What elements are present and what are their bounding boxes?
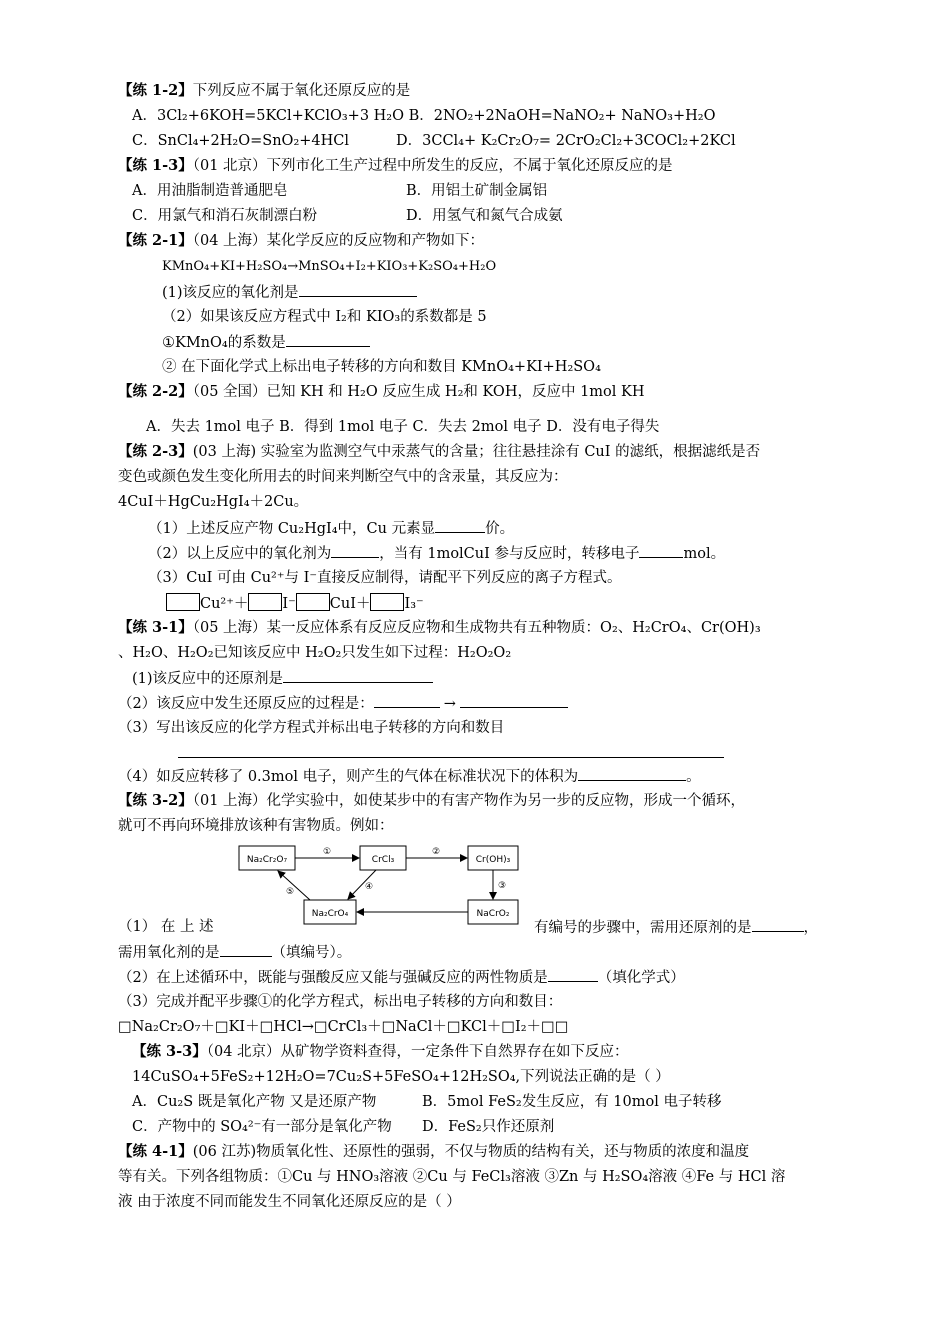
ex32-line2: 就可不再向环境排放该种有害物质。例如： <box>118 818 394 834</box>
ex21-q2a-text: ①KMnO₄的系数是 <box>162 335 286 351</box>
ex13-option-b: B．用铝土矿制金属铝 <box>406 183 548 199</box>
coefficient-box[interactable] <box>296 593 330 611</box>
ex32-q3: （3）完成并配平步骤①的化学方程式，标出电子转移的方向和数目： <box>118 994 563 1010</box>
ex13-title: 【练 1-3】（01 北京）下列市化工生产过程中所发生的反应，不属于氧化还原反应的是 <box>118 157 673 174</box>
coefficient-box[interactable] <box>248 593 282 611</box>
ex33-option-b: B．5mol FeS₂发生反应，有 10mol 电子转移 <box>422 1094 722 1110</box>
ex12-option-d: D．3CCl₄+ K₂Cr₂O₇= 2CrO₂Cl₂+3COCl₂+2KCl <box>396 133 736 149</box>
node-na2cro4-label: Na₂CrO₄ <box>311 909 349 919</box>
node-nacro2 <box>468 900 518 924</box>
ex21-title: 【练 2-1】（04 上海）某化学反应的反应物和产物如下： <box>118 232 485 249</box>
ex23-q2-blank2[interactable] <box>639 543 683 558</box>
ex23-q2 <box>148 543 725 564</box>
node-crcl3-label: CrCl₃ <box>371 855 395 865</box>
ex32-q2-suffix: （填化学式） <box>597 970 685 986</box>
step-2-label: ② <box>431 847 441 857</box>
ex33-option-a: A．Cu₂S 既是氧化产物 又是还原产物 <box>132 1094 377 1110</box>
ex32-equation: □Na₂Cr₂O₇＋□KI＋□HCl→□CrCl₃＋□NaCl＋□KCl＋□I₂＋□□ <box>118 1019 569 1035</box>
ex32-q2-text: （2）在上述循环中，既能与强酸反应又能与强碱反应的两性物质是 <box>118 970 548 986</box>
ex31-q4 <box>118 766 701 787</box>
node-crcl3 <box>360 846 406 870</box>
coefficient-box[interactable] <box>166 593 200 611</box>
ex32-q2-blank[interactable] <box>548 967 598 982</box>
ex31-q2-blank2[interactable] <box>460 693 568 708</box>
node-na2cr2o7 <box>239 846 295 870</box>
step-4-label: ④ <box>364 882 374 892</box>
node-na2cro4 <box>304 900 356 924</box>
ex23-q1-text: （1）上述反应产物 Cu₂HgI₄中，Cu 元素显 <box>148 521 436 537</box>
ex21-q1-text: (1)该反应的氧化剂是 <box>162 285 299 301</box>
ex23-term3: CuI＋ <box>329 596 371 612</box>
ex12-title: 【练 1-2】下列反应不属于氧化还原反应的是 <box>118 82 411 99</box>
ex12-option-c: C．SnCl₄+2H₂O=SnO₂+4HCl <box>132 133 350 149</box>
ex22-options: A．失去 1mol 电子 B．得到 1mol 电子 C．失去 2mol 电子 D．没有电子得失 <box>146 419 660 435</box>
ex32-q1-blank2[interactable] <box>220 942 272 957</box>
ex23-q1-blank[interactable] <box>435 518 485 533</box>
step-5-label: ⑤ <box>285 887 295 897</box>
ex32-q1-start: （1） 在 上 述 <box>118 919 214 935</box>
ex23-ionic-equation <box>166 593 424 614</box>
ex21-q1-blank[interactable] <box>299 282 417 297</box>
ex23-line2: 变色或颜色发生变化所用去的时间来判断空气中的含汞量，其反应为： <box>118 469 568 485</box>
ex32-q1-comma: ， <box>803 920 818 936</box>
ex33-option-c: C．产物中的 SO₄²⁻有一部分是氧化产物 <box>132 1119 392 1135</box>
ex23-q1-suffix: 价。 <box>485 521 515 537</box>
ex23-q1 <box>148 518 514 539</box>
ex22-title: 【练 2-2】（05 全国）已知 KH 和 H₂O 反应生成 H₂和 KOH，反应中 1mol KH <box>118 383 645 400</box>
ex31-q4-text: （4）如反应转移了 0.3mol 电子，则产生的气体在标准状况下的体积为 <box>118 769 579 785</box>
ex31-q4-suffix: 。 <box>686 769 701 785</box>
ex31-q2-blank1[interactable] <box>374 693 440 708</box>
ex12-option-ab: A．3Cl₂+6KOH=5KCl+KClO₃+3 H₂O B．2NO₂+2NaOH=NaNO₂+ NaNO₃+H₂O <box>132 108 716 124</box>
ex32-q2 <box>118 967 685 988</box>
ex31-line2: 、H₂O、H₂O₂已知该反应中 H₂O₂只发生如下过程：H₂O₂O₂ <box>118 645 512 661</box>
ex21-q2a <box>162 332 370 353</box>
ex21-q1 <box>162 282 417 303</box>
ex31-q1-blank[interactable] <box>283 668 433 683</box>
node-nacro2-label: NaCrO₂ <box>476 909 510 919</box>
ex32-q1-cont <box>118 942 351 963</box>
ex23-term4: I₃⁻ <box>404 596 424 612</box>
ex21-q2b: ② 在下面化学式上标出电子转移的方向和数目 KMnO₄+KI+H₂SO₄ <box>162 359 601 375</box>
ex31-q2 <box>118 693 568 714</box>
ex32-q1 <box>534 917 818 938</box>
ex21-q2: （2）如果该反应方程式中 I₂和 KIO₃的系数都是 5 <box>162 309 487 325</box>
ex32-q1-suffix: （填编号）。 <box>271 945 352 961</box>
ex23-q2-mid: ，当有 1molCuI 参与反应时，转移电子 <box>379 546 640 562</box>
node-croh3-label: Cr(OH)₃ <box>475 855 511 865</box>
ex31-q2-arrow: → <box>443 696 456 712</box>
ex31-q1 <box>132 668 433 689</box>
ex23-equation: 4CuI＋HgCu₂HgI₄＋2Cu。 <box>118 494 309 510</box>
ex31-q1-text: (1)该反应中的还原剂是 <box>132 671 284 687</box>
ex32-title: 【练 3-2】（01 上海）化学实验中，如使某步中的有害产物作为另一步的反应物，形成一个循环， <box>118 792 746 809</box>
ex21-q2a-blank[interactable] <box>286 332 370 347</box>
ex23-q2-text: （2）以上反应中的氧化剂为 <box>148 546 332 562</box>
ex32-q1-text: 有编号的步骤中，需用还原剂的是 <box>534 920 752 936</box>
coefficient-box[interactable] <box>370 593 404 611</box>
ex23-q2-suffix: mol。 <box>683 546 726 562</box>
step-3-label: ③ <box>497 881 507 891</box>
ex32-q1-blank1[interactable] <box>752 917 804 932</box>
ex41-title: 【练 4-1】(06 江苏)物质氧化性、还原性的强弱，不仅与物质的结构有关，还与物质的浓度和温度 <box>118 1143 750 1160</box>
ex32-q1-text2: 需用氧化剂的是 <box>118 945 220 961</box>
ex33-option-d: D．FeS₂只作还原剂 <box>422 1119 555 1135</box>
ex23-term2: I⁻ <box>282 596 296 612</box>
ex13-option-a: A．用油脂制造普通肥皂 <box>132 183 288 199</box>
ex23-title: 【练 2-3】(03 上海) 实验室为监测空气中汞蒸气的含量；往往悬挂涂有 CuI 的滤纸，根据滤纸是否 <box>118 443 761 460</box>
ex21-equation: KMnO₄+KI+H₂SO₄→MnSO₄+I₂+KIO₃+K₂SO₄+H₂O <box>162 259 497 274</box>
ex23-q2-blank1[interactable] <box>331 543 379 558</box>
ex31-answer-line[interactable] <box>178 757 724 758</box>
ex23-term1: Cu²⁺＋ <box>200 596 249 612</box>
step-1-label: ① <box>322 847 332 857</box>
ex13-option-d: D．用氢气和氮气合成氨 <box>406 208 563 224</box>
node-croh3 <box>468 846 518 870</box>
ex31-q2-text: （2）该反应中发生还原反应的过程是： <box>118 696 374 712</box>
ex23-q3: （3）CuI 可由 Cu²⁺与 I⁻直接反应制得，请配平下列反应的离子方程式。 <box>148 570 622 586</box>
node-na2cr2o7-label: Na₂Cr₂O₇ <box>246 855 288 865</box>
ex41-line2: 等有关。下列各组物质：①Cu 与 HNO₃溶液 ②Cu 与 FeCl₃溶液 ③Zn 与 H₂SO₄溶液 ④Fe 与 HCl 溶 <box>118 1169 786 1185</box>
chromium-cycle-diagram <box>236 836 522 928</box>
ex33-title: 【练 3-3】（04 北京）从矿物学资料查得，一定条件下自然界存在如下反应： <box>132 1043 629 1060</box>
ex33-equation: 14CuSO₄+5FeS₂+12H₂O=7Cu₂S+5FeSO₄+12H₂SO₄,下列说法正确的是（ ） <box>132 1069 670 1085</box>
ex41-line3: 液 由于浓度不同而能发生不同氧化还原反应的是（ ） <box>118 1194 461 1210</box>
ex31-q4-blank[interactable] <box>578 766 686 781</box>
ex31-title: 【练 3-1】（05 上海）某一反应体系有反应反应物和生成物共有五种物质：O₂、H₂CrO₄、Cr(OH)₃ <box>118 619 761 636</box>
ex13-option-c: C．用氯气和消石灰制漂白粉 <box>132 208 318 224</box>
ex31-q3: （3）写出该反应的化学方程式并标出电子转移的方向和数目 <box>118 720 505 736</box>
